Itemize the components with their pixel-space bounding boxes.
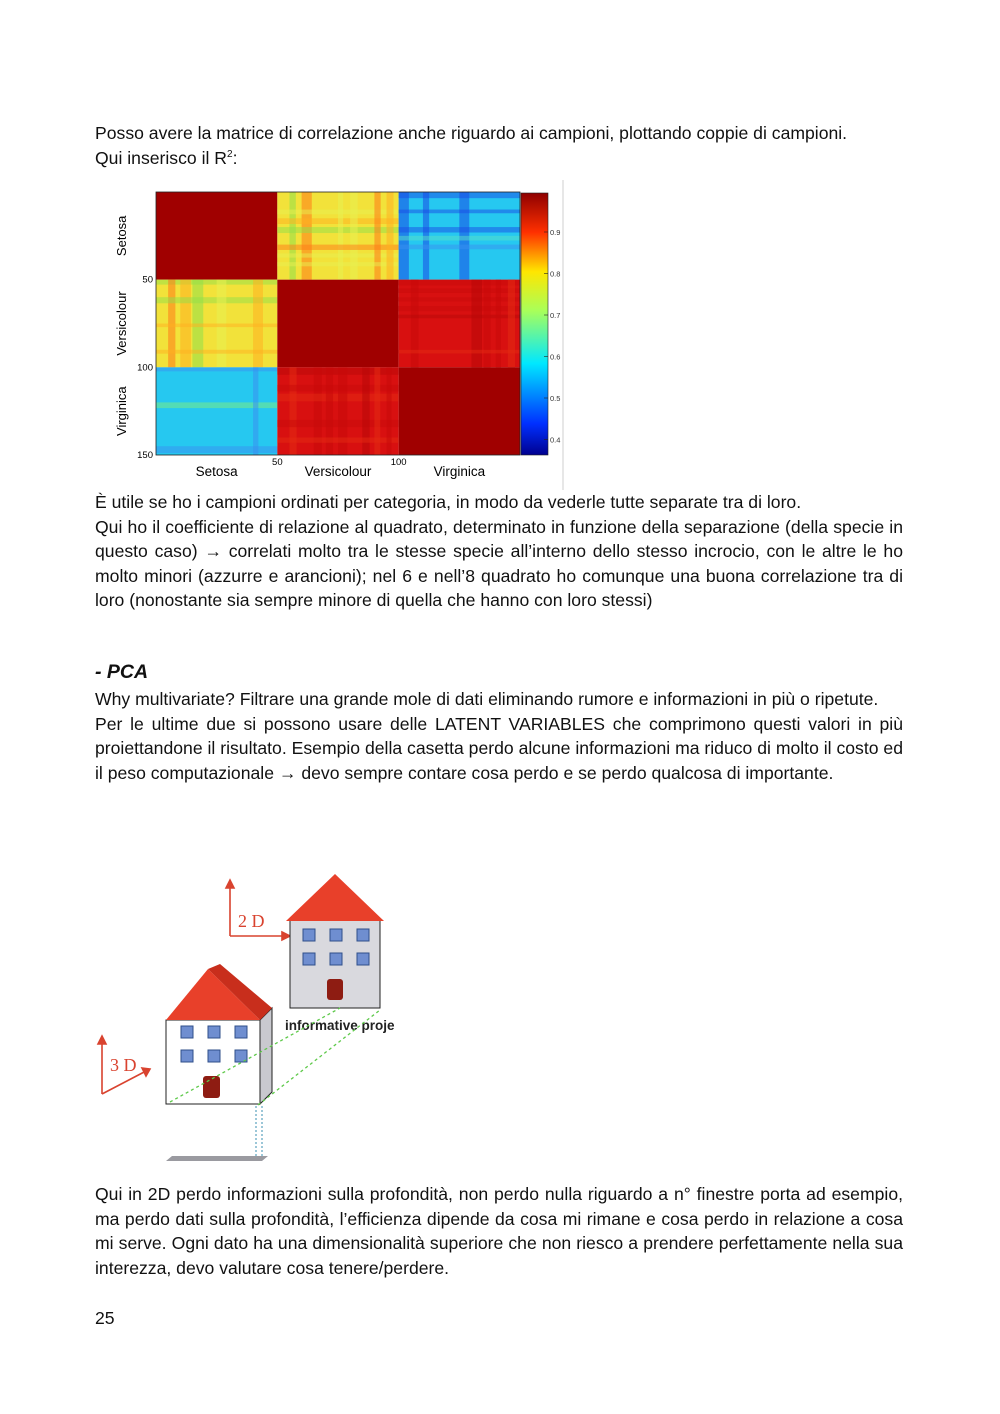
heatmap-stripe (399, 245, 520, 250)
col-tick: 100 (390, 457, 407, 468)
label-2d: 2 D (238, 911, 265, 931)
heatmap-stripe (423, 192, 429, 280)
colorbar-tick-label: 0.7 (550, 311, 561, 320)
heatmap-stripe (387, 192, 394, 280)
col-tick: 50 (272, 457, 283, 468)
arrow-icon: → (278, 762, 297, 783)
row-label: Virginica (114, 386, 129, 436)
colorbar-tick-label: 0.6 (550, 352, 561, 362)
heatmap-stripe (399, 210, 520, 214)
heatmap-stripe (338, 192, 343, 280)
heatmap-stripe (508, 280, 515, 368)
heatmap-stripe (399, 288, 520, 293)
heatmap-stripe (374, 192, 380, 280)
heatmap-stripe (156, 402, 277, 408)
arrow-icon: → (204, 541, 222, 562)
heatmap-stripe (484, 280, 491, 368)
row-tick: 100 (137, 362, 153, 374)
heatmap-stripe (399, 350, 520, 354)
colorbar-tick-label: 0.5 (550, 394, 561, 403)
intro-line-2: Qui inserisco il $R^2$: (95, 147, 238, 168)
heatmap-block (156, 192, 277, 280)
intro-line-1: Posso avere la matrice di correlazione anche riguardo ai campioni, plottando coppie di campioni. (95, 123, 848, 143)
row-tick: 150 (137, 450, 153, 461)
heatmap-stripe (156, 446, 277, 453)
intro-paragraph (95, 121, 903, 170)
ground-shadow (166, 1156, 268, 1161)
heatmap-stripe (496, 280, 501, 368)
heatmap-stripe (156, 350, 277, 354)
explanation-line-1: È utile se ho i campioni ordinati per categoria, in modo da vederle tutte separate tra di loro. (95, 492, 802, 512)
heatmap-block (277, 280, 398, 368)
heatmap-stripe (399, 192, 409, 280)
heatmap-stripe (277, 437, 398, 442)
caption-informative-projection: informative proje (285, 1018, 395, 1033)
row-labels (114, 215, 153, 461)
col-labels (196, 457, 486, 479)
heatmap-stripe (399, 227, 520, 232)
heatmap-stripe (277, 420, 398, 427)
heatmap-block (399, 192, 520, 280)
col-label: Virginica (433, 464, 486, 479)
heatmap-stripe (459, 192, 469, 280)
heatmap-stripe (253, 280, 263, 368)
correlation-heatmap-figure (100, 180, 570, 490)
colorbar (521, 193, 548, 455)
label-3d: 3 D (110, 1055, 137, 1075)
heatmap-stripe (399, 192, 520, 198)
heatmap-stripe (289, 192, 295, 280)
section-heading-pca: - PCA (95, 661, 149, 683)
row-tick: 50 (142, 274, 153, 286)
heatmap-stripe (471, 280, 481, 368)
colorbar-tick-label: 0.4 (550, 435, 561, 445)
heatmap-stripe (399, 306, 520, 311)
explanation-paragraph: È utile se ho i campioni ordinati per categoria, in modo da vederle tutte separate tra di loro. Qui ho il coefficiente di relazione al quadrato, determinato in funzione della separazione (della specie in questo caso) → correlati molto tra le stesse specie all’interno dello stesso incrocio, con le altre le ho molto minori (azzurre e arancioni); nel 6 e nell’8 quadrato ho comunque una buona correlazione tra di loro (nonostante sia sempre minore di quella che hanno con loro stessi) (95, 492, 903, 611)
heatmap-block (156, 367, 277, 455)
axis-2d-icon (226, 880, 290, 940)
heatmap-stripe (399, 297, 520, 301)
house-3d (166, 964, 272, 1104)
heatmap-stripe (387, 367, 392, 455)
dimensionality-paragraph: Qui in 2D perdo informazioni sulla profondità, non perdo nulla riguardo a n° finestre porta ad esempio, ma perdo dati sulla profondità, l’efficienza dipende da cosa mi rimane e cosa perdo in relazione a cosa mi serve. Ogni dato ha una dimensionalità superiore che non riesco a prendere perfettamente nella sua interezza, devo valutare cosa tenere/perdere. (95, 1184, 903, 1278)
heatmap-stripe (277, 262, 398, 266)
heatmap-stripe (399, 236, 520, 241)
col-label: Versicolour (304, 464, 372, 479)
heatmap-stripe (399, 315, 520, 319)
house-2d (286, 874, 384, 1008)
heatmap-cells (156, 192, 520, 455)
row-label: Setosa (114, 215, 129, 257)
colorbar-tick-label: 0.8 (550, 269, 561, 279)
heatmap-stripe (302, 192, 312, 280)
house-projection-figure (90, 870, 430, 1170)
colorbar-tick-label: 0.9 (550, 228, 561, 237)
heatmap-stripe (253, 367, 258, 455)
heatmap-stripe (156, 367, 277, 371)
heatmap-stripe (350, 192, 358, 280)
row-label: Versicolour (114, 291, 129, 356)
page-number: 25 (95, 1308, 115, 1328)
col-label: Setosa (195, 464, 238, 479)
heatmap-block (399, 367, 520, 455)
pca-paragraph: Why multivariate? Filtrare una grande mole di dati eliminando rumore e informazioni in più o ripetute. Per le ultime due si possono usare delle LATENT VARIABLES che comprimono questi valori in più proiettandone il risultato. Esempio della casetta perdo alcune informazioni ma riduco di molto il costo ed il peso computazionale → devo sempre contare cosa perdo e se perdo qualcosa di importante. (95, 689, 903, 783)
